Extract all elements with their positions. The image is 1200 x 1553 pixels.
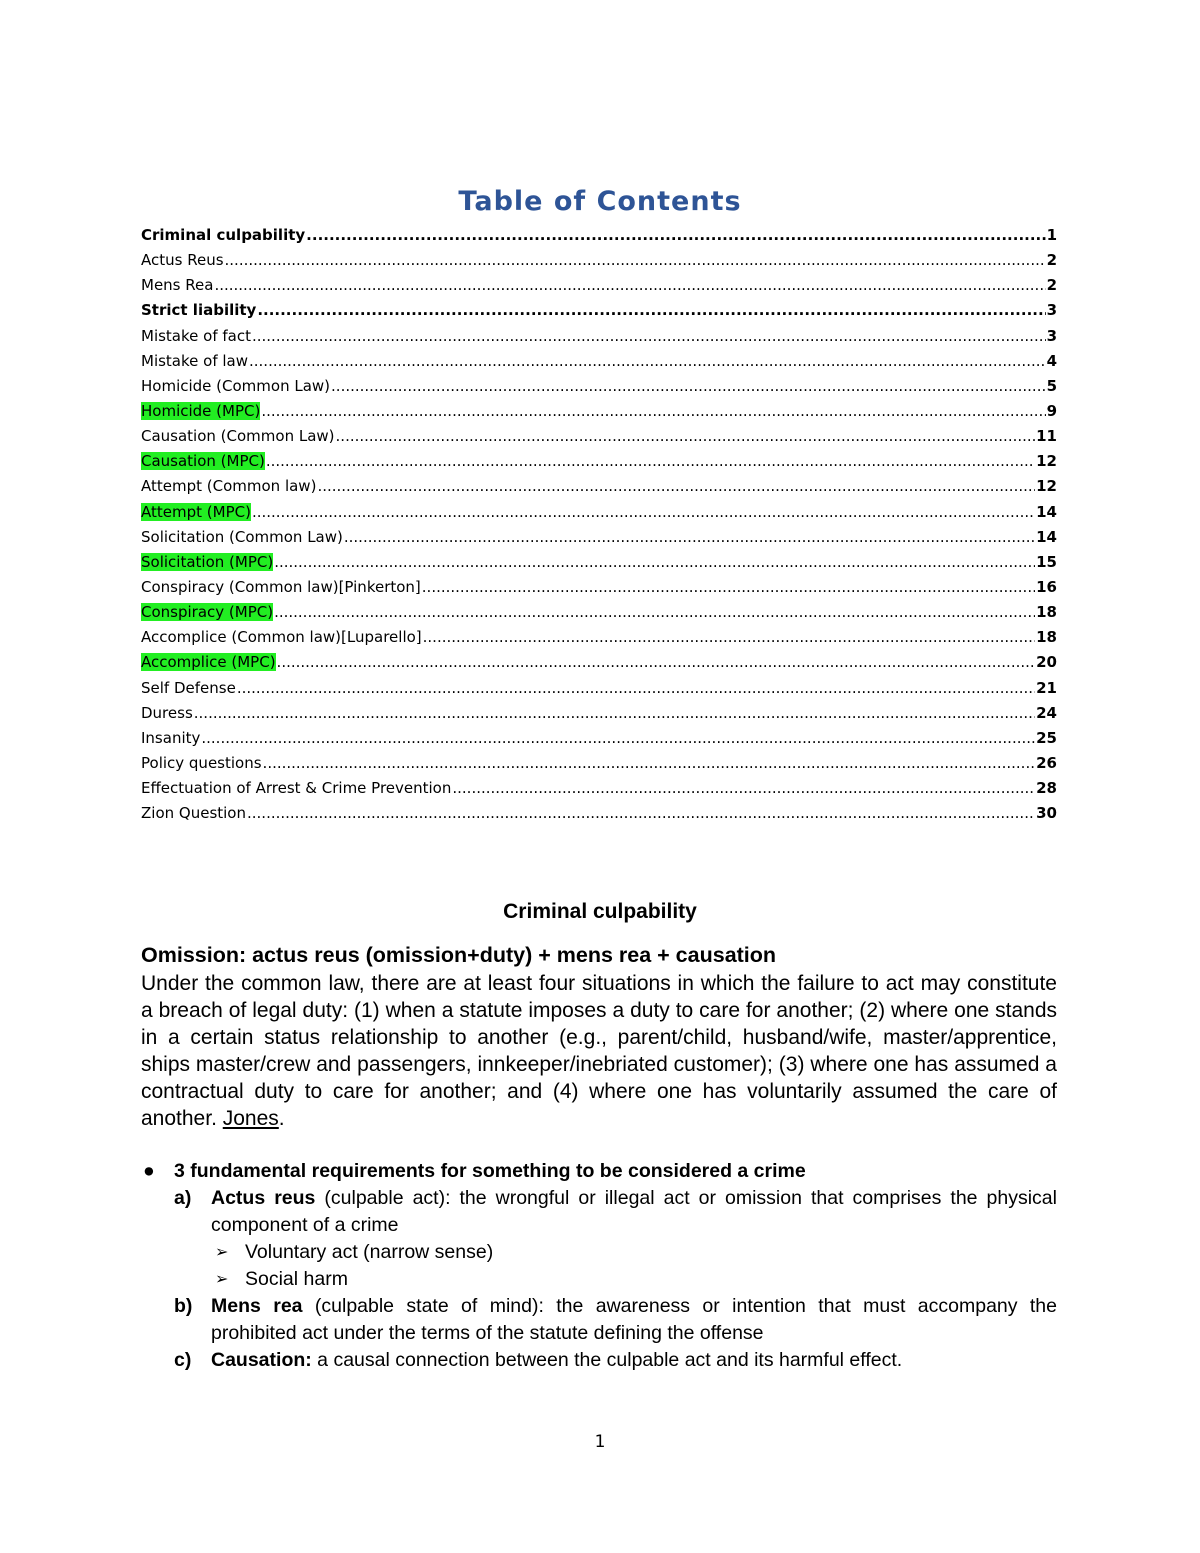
toc-entry-label: Attempt (Common law) xyxy=(141,477,317,496)
toc-entry[interactable] xyxy=(141,427,1057,452)
toc-leader-dots xyxy=(422,578,1035,596)
toc-entry-page: 16 xyxy=(1036,577,1057,596)
toc-entry-page: 20 xyxy=(1036,653,1057,672)
toc-leader-dots xyxy=(263,754,1036,772)
toc-entry-label: Strict liability xyxy=(141,301,257,320)
toc-entry[interactable] xyxy=(141,754,1057,779)
toc-entry-label: Actus Reus xyxy=(141,251,224,270)
toc-entry-page: 2 xyxy=(1046,251,1057,270)
section-heading: Criminal culpability xyxy=(503,900,697,923)
toc-entry[interactable] xyxy=(141,679,1057,704)
toc-entry-label: Effectuation of Arrest & Crime Prevention xyxy=(141,779,452,798)
toc-entry-label: Solicitation (Common Law) xyxy=(141,527,343,546)
requirement-items xyxy=(174,1185,1057,1374)
omission-heading: Omission: actus reus (omission+duty) + mens rea + causation xyxy=(141,943,777,967)
toc-entry-label: Homicide (Common Law) xyxy=(141,376,331,395)
toc-entry-label: Zion Question xyxy=(141,804,246,823)
case-citation: Jones xyxy=(222,1107,279,1130)
toc-leader-dots xyxy=(201,729,1035,747)
toc-leader-dots xyxy=(252,503,1035,521)
toc-entry[interactable] xyxy=(141,226,1057,251)
sub-item-text: Social harm xyxy=(245,1268,348,1290)
toc-title: Table of Contents xyxy=(458,186,742,217)
requirement-item xyxy=(174,1185,1057,1239)
toc-entry-label: Causation (MPC) xyxy=(141,452,265,471)
requirements-bullet-text: 3 fundamental requirements for something to be considered a crime xyxy=(174,1160,806,1182)
toc-entry[interactable] xyxy=(141,301,1057,326)
requirement-letter: b) xyxy=(174,1295,193,1317)
toc-entry[interactable] xyxy=(141,352,1057,377)
toc-entry-page: 12 xyxy=(1036,477,1057,496)
toc-entry-label: Mistake of law xyxy=(141,351,248,370)
toc-entry[interactable] xyxy=(141,603,1057,628)
toc-entry[interactable] xyxy=(141,276,1057,301)
requirement-term: Mens rea xyxy=(211,1295,303,1317)
toc-leader-dots xyxy=(261,402,1045,420)
requirement-item xyxy=(174,1293,1057,1347)
toc-entry-page: 18 xyxy=(1036,628,1057,647)
sub-item xyxy=(215,1266,1057,1293)
toc-entry-label: Conspiracy (MPC) xyxy=(141,603,274,622)
toc-leader-dots xyxy=(247,804,1035,822)
toc-entry-page: 14 xyxy=(1036,502,1057,521)
toc-entry[interactable] xyxy=(141,804,1057,829)
toc-leader-dots xyxy=(344,528,1035,546)
toc-entry[interactable] xyxy=(141,653,1057,678)
toc-entry[interactable] xyxy=(141,578,1057,603)
requirement-item xyxy=(174,1347,1057,1374)
toc-leader-dots xyxy=(214,276,1045,294)
toc-entry-page: 4 xyxy=(1046,351,1057,370)
toc-entry[interactable] xyxy=(141,628,1057,653)
toc-entry[interactable] xyxy=(141,327,1057,352)
toc-entry-label: Accomplice (MPC) xyxy=(141,653,276,672)
requirement-term: Causation: xyxy=(211,1349,312,1371)
toc-leader-dots xyxy=(277,653,1036,671)
toc-entry[interactable] xyxy=(141,477,1057,502)
toc-leader-dots xyxy=(257,301,1045,319)
toc-entry[interactable] xyxy=(141,729,1057,754)
toc-entry-page: 25 xyxy=(1036,728,1057,747)
toc-entry-page: 30 xyxy=(1036,804,1057,823)
toc-entry[interactable] xyxy=(141,553,1057,578)
toc-entry-page: 14 xyxy=(1036,527,1057,546)
duty-paragraph xyxy=(141,970,1057,1132)
toc-entry-label: Mistake of fact xyxy=(141,326,251,345)
toc-leader-dots xyxy=(423,628,1035,646)
toc-entry-label: Attempt (MPC) xyxy=(141,502,251,521)
toc-entry-page: 11 xyxy=(1036,427,1057,446)
toc-entry-page: 28 xyxy=(1036,779,1057,798)
toc-leader-dots xyxy=(249,352,1046,370)
toc-entry-page: 18 xyxy=(1036,603,1057,622)
requirement-letter: c) xyxy=(174,1349,192,1371)
paragraph-text: Under the common law, there are at least four situations in which the failure to act may constitute a breach of legal duty: (1) when a statute imposes a duty to care for another; (2) where one stands in a certain status relationship to another (e.g., parent/child, husband/wife, master/apprentice, ships master/crew and passengers, innkeeper/inebriated customer); (3) where one has assumed a contractual duty to care for another; and (4) where one has voluntarily assumed the care of another. xyxy=(141,972,1057,1130)
toc-entry[interactable] xyxy=(141,452,1057,477)
toc-entry-label: Self Defense xyxy=(141,678,236,697)
toc-entry-label: Solicitation (MPC) xyxy=(141,552,274,571)
toc-entry-page: 3 xyxy=(1046,326,1057,345)
table-of-contents xyxy=(141,226,1057,829)
requirement-letter: a) xyxy=(174,1187,192,1209)
toc-entry-label: Accomplice (Common law)[Luparello] xyxy=(141,628,422,647)
toc-leader-dots xyxy=(331,377,1046,395)
toc-leader-dots xyxy=(452,779,1035,797)
toc-entry-page: 5 xyxy=(1046,376,1057,395)
arrow-bullet-icon: ➢ xyxy=(215,1244,229,1261)
requirement-term: Actus reus xyxy=(211,1187,316,1209)
case-suffix: . xyxy=(278,1107,285,1130)
toc-entry[interactable] xyxy=(141,402,1057,427)
toc-entry[interactable] xyxy=(141,251,1057,276)
toc-entry-label: Mens Rea xyxy=(141,276,214,295)
toc-entry[interactable] xyxy=(141,528,1057,553)
sub-item xyxy=(215,1239,1057,1266)
toc-entry-label: Homicide (MPC) xyxy=(141,401,261,420)
toc-entry-page: 12 xyxy=(1036,452,1057,471)
toc-entry-page: 24 xyxy=(1036,703,1057,722)
sub-item-text: Voluntary act (narrow sense) xyxy=(245,1241,494,1263)
toc-entry-page: 21 xyxy=(1036,678,1057,697)
toc-entry[interactable] xyxy=(141,503,1057,528)
requirements-bullet xyxy=(141,1158,1057,1185)
requirement-text: (culpable state of mind): the awareness or intention that must accompany the prohibited act under the terms of the statute defining the offense xyxy=(211,1295,1057,1344)
toc-entry-page: 2 xyxy=(1046,276,1057,295)
arrow-bullet-icon: ➢ xyxy=(215,1271,229,1288)
toc-leader-dots xyxy=(266,452,1035,470)
toc-entry-label: Criminal culpability xyxy=(141,226,306,244)
sub-item-list xyxy=(178,1239,1057,1293)
toc-leader-dots xyxy=(317,477,1035,495)
toc-leader-dots xyxy=(194,704,1035,722)
toc-entry[interactable] xyxy=(141,704,1057,729)
toc-entry-page: 1 xyxy=(1046,226,1057,244)
toc-leader-dots xyxy=(306,226,1045,244)
toc-entry-label: Conspiracy (Common law)[Pinkerton] xyxy=(141,577,421,596)
toc-entry-page: 3 xyxy=(1046,301,1057,320)
toc-leader-dots xyxy=(237,679,1035,697)
requirement-text: (culpable act): the wrongful or illegal act or omission that comprises the physical component of a crime xyxy=(211,1187,1057,1236)
toc-leader-dots xyxy=(336,427,1036,445)
requirements-list xyxy=(141,1158,1057,1374)
requirement-text: a causal connection between the culpable act and its harmful effect. xyxy=(311,1349,903,1371)
toc-entry-label: Insanity xyxy=(141,728,201,747)
toc-entry-label: Duress xyxy=(141,703,193,722)
toc-entry-page: 9 xyxy=(1046,401,1057,420)
toc-leader-dots xyxy=(225,251,1046,269)
toc-leader-dots xyxy=(274,553,1035,571)
toc-entry-page: 15 xyxy=(1036,552,1057,571)
toc-leader-dots xyxy=(252,327,1046,345)
bullet-icon: ● xyxy=(143,1160,155,1182)
toc-entry-label: Causation (Common Law) xyxy=(141,427,335,446)
page-number: 1 xyxy=(594,1432,606,1452)
toc-leader-dots xyxy=(274,603,1035,621)
toc-entry[interactable] xyxy=(141,779,1057,804)
toc-entry-label: Policy questions xyxy=(141,753,262,772)
toc-entry[interactable] xyxy=(141,377,1057,402)
toc-entry-page: 26 xyxy=(1036,753,1057,772)
